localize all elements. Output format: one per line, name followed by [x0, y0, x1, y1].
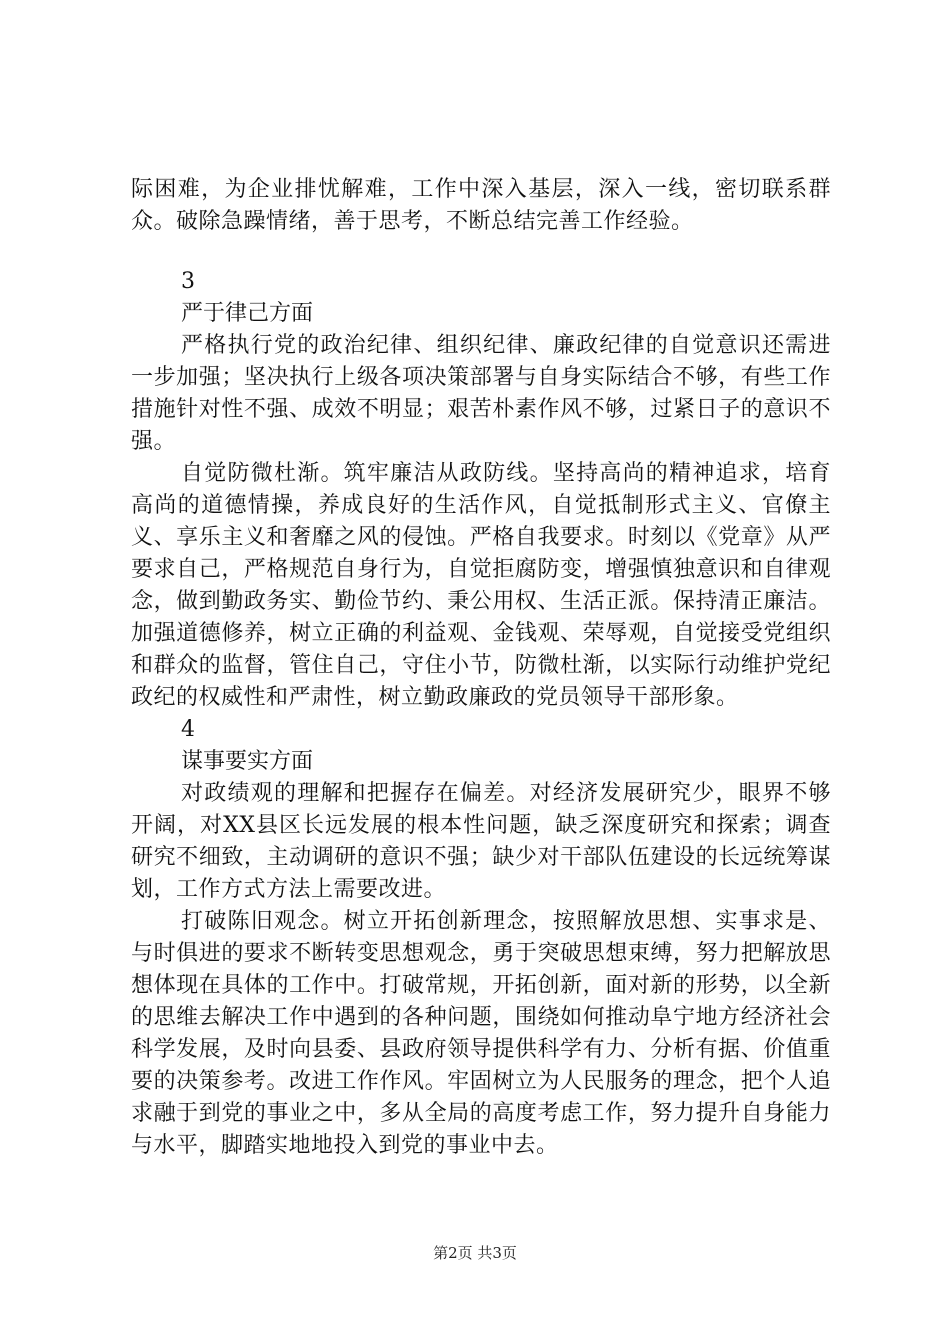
section-heading-practical-work: 谋事要实方面: [181, 749, 314, 774]
paragraph-problems-discipline: 严格执行党的政治纪律、组织纪律、廉政纪律的自觉意识还需进一步加强；坚决执行上级各项决策部署与自身实际结合不够，有些工作措施针对性不强、成效不明显；艰苦朴素作风不够，过紧日子的意识不强。: [131, 333, 831, 454]
paragraph-problems-practical: 对政绩观的理解和把握存在偏差。对经济发展研究少，眼界不够开阔，对XX县区长远发展的根本性问题，缺乏深度研究和探索；调查研究不细致，主动调研的意识不强；缺少对干部队伍建设的长远统筹谋划，工作方式方法上需要改进。: [131, 781, 831, 902]
section-number-3: 3: [181, 269, 195, 294]
page-footer: 第2页 共3页: [433, 1244, 517, 1262]
paragraph-measures-discipline: 自觉防微杜渐。筑牢廉洁从政防线。坚持高尚的精神追求，培育高尚的道德情操，养成良好的生活作风，自觉抵制形式主义、官僚主义、享乐主义和奢靡之风的侵蚀。严格自我要求。时刻以《党章》从严要求自己，严格规范自身行为，自觉拒腐防变，增强慎独意识和自律观念，做到勤政务实、勤俭节约、秉公用权、生活正派。保持清正廉洁。加强道德修养，树立正确的利益观、金钱观、荣辱观，自觉接受党组织和群众的监督，管住自己，守住小节，防微杜渐，以实际行动维护党纪政纪的权威性和严肃性，树立勤政廉政的党员领导干部形象。: [131, 461, 831, 710]
section-gap: [131, 238, 831, 266]
section-heading-self-discipline: 严于律己方面: [181, 301, 314, 326]
section-number-4: 4: [181, 717, 195, 742]
paragraph-continued: 际困难，为企业排忧解难，工作中深入基层，深入一线，密切联系群众。破除急躁情绪，善于思考，不断总结完善工作经验。: [131, 177, 831, 234]
document-body: [131, 174, 831, 1162]
paragraph-measures-practical: 打破陈旧观念。树立开拓创新理念，按照解放思想、实事求是、与时俱进的要求不断转变思想观念，勇于突破思想束缚，努力把解放思想体现在具体的工作中。打破常规，开拓创新，面对新的形势，以全新的思维去解决工作中遇到的各种问题，围绕如何推动阜宁地方经济社会科学发展，及时向县委、县政府领导提供科学有力、分析有据、价值重要的决策参考。改进工作作风。牢固树立为人民服务的理念，把个人追求融于到党的事业之中，多从全局的高度考虑工作，努力提升自身能力与水平，脚踏实地地投入到党的事业中去。: [131, 909, 831, 1158]
